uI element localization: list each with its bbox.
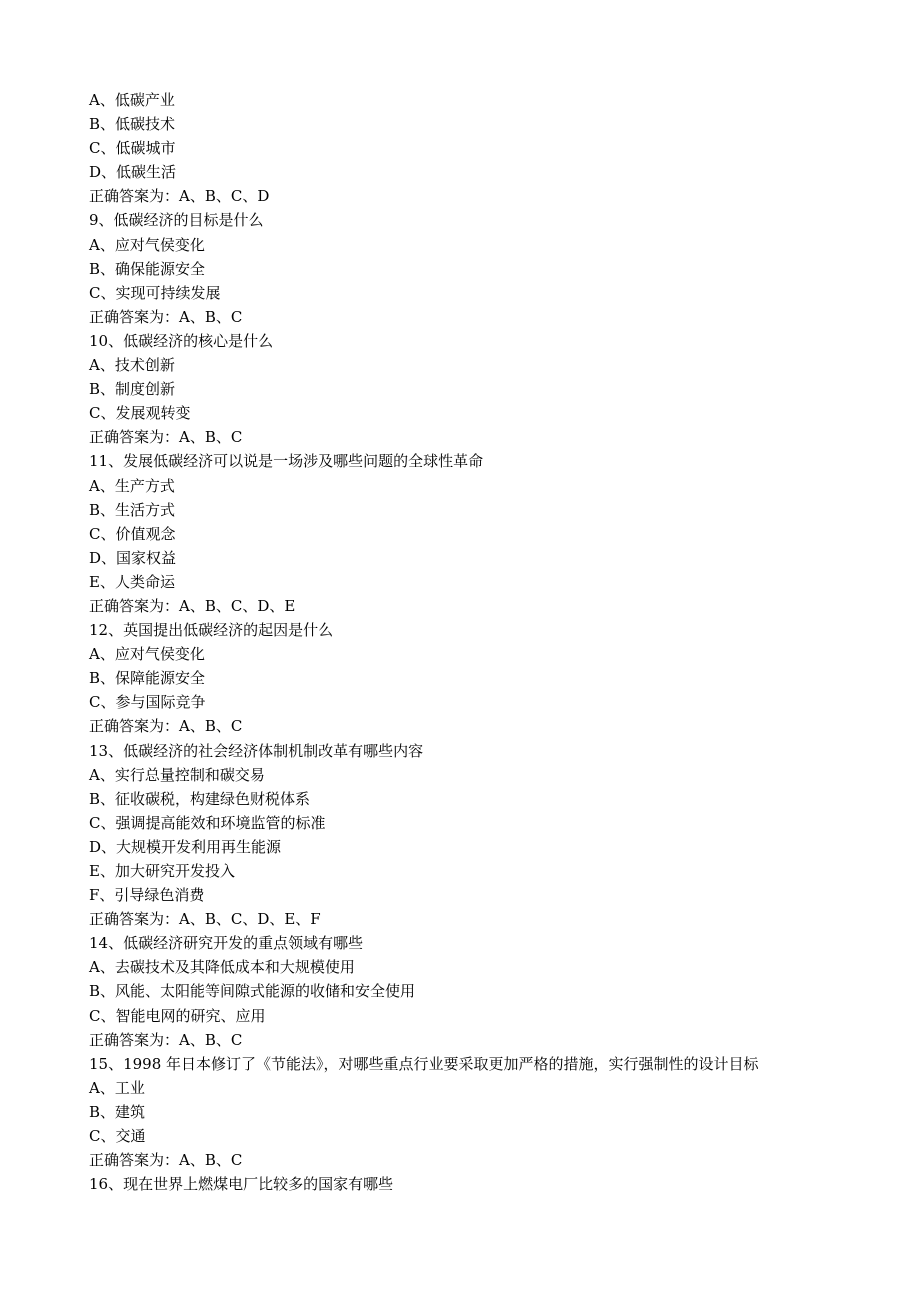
question-13: 13、低碳经济的社会经济体制机制改革有哪些内容	[89, 741, 424, 760]
answer-line: 正确答案为：A、B、C	[89, 428, 243, 447]
option-c: C、低碳城市	[89, 139, 176, 158]
answer-line: 正确答案为：A、B、C、D	[89, 187, 270, 206]
option-b: B、确保能源安全	[89, 259, 206, 278]
answer-line: 正确答案为：A、B、C	[89, 307, 243, 326]
option-b: B、制度创新	[89, 380, 176, 399]
option-a: A、去碳技术及其降低成本和大规模使用	[89, 958, 355, 977]
question-14: 14、低碳经济研究开发的重点领域有哪些	[89, 934, 364, 953]
question-9: 9、低碳经济的目标是什么	[89, 211, 264, 230]
answer-line: 正确答案为：A、B、C、D、E	[89, 596, 296, 615]
answer-line: 正确答案为：A、B、C	[89, 1030, 243, 1049]
option-c: C、强调提高能效和环境监管的标准	[89, 813, 326, 832]
option-e: E、人类命运	[89, 572, 175, 591]
option-a: A、生产方式	[89, 476, 175, 495]
option-d: D、国家权益	[89, 548, 177, 567]
option-a: A、应对气侯变化	[89, 645, 205, 664]
question-10: 10、低碳经济的核心是什么	[89, 331, 274, 350]
option-a: A、技术创新	[89, 356, 175, 375]
option-e: E、加大研究开发投入	[89, 862, 235, 880]
option-c: C、价值观念	[89, 524, 176, 543]
question-11: 11、发展低碳经济可以说是一场涉及哪些问题的全球性革命	[89, 452, 484, 471]
option-c: C、实现可持续发展	[89, 283, 221, 302]
answer-line: 正确答案为：A、B、C、D、E、F	[89, 910, 321, 929]
option-b: B、风能、太阳能等间隙式能源的收储和安全使用	[89, 982, 416, 1001]
option-a: A、实行总量控制和碳交易	[89, 765, 265, 784]
option-f: F、引导绿色消费	[89, 886, 205, 905]
option-a: A、应对气侯变化	[89, 235, 205, 254]
option-c: C、发展观转变	[89, 404, 191, 423]
answer-line: 正确答案为：A、B、C	[89, 1151, 243, 1170]
question-15: 15、1998 年日本修订了《节能法》，对哪些重点行业要采取更加严格的措施，实行强制性的设计目标	[89, 1054, 759, 1073]
option-c: C、交通	[89, 1127, 146, 1146]
option-b: B、征收碳税，构建绿色财税体系	[89, 789, 311, 808]
option-c: C、智能电网的研究、应用	[89, 1006, 266, 1025]
question-12: 12、英国提出低碳经济的起因是什么	[89, 621, 334, 640]
answer-line: 正确答案为：A、B、C	[89, 717, 243, 736]
option-b: B、建筑	[89, 1102, 146, 1121]
option-b: B、低碳技术	[89, 115, 176, 134]
question-16: 16、现在世界上燃煤电厂比较多的国家有哪些	[89, 1175, 394, 1194]
option-a: A、工业	[89, 1078, 145, 1097]
option-c: C、参与国际竞争	[89, 693, 206, 712]
option-a: A、低碳产业	[89, 91, 175, 109]
option-b: B、生活方式	[89, 500, 176, 519]
document-page	[89, 88, 889, 1196]
option-d: D、低碳生活	[89, 163, 177, 182]
option-b: B、保障能源安全	[89, 669, 206, 688]
option-d: D、大规模开发利用再生能源	[89, 837, 282, 856]
